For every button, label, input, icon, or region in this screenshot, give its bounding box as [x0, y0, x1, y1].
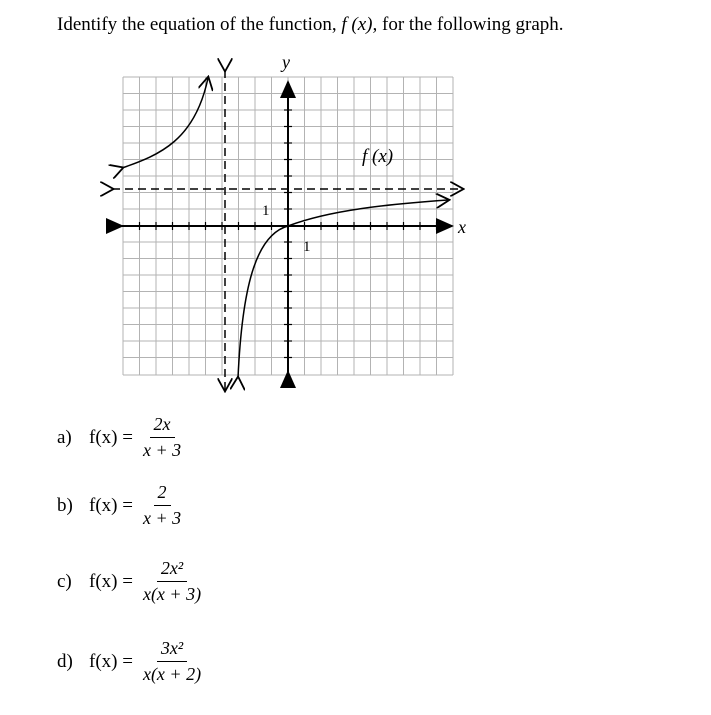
choice-c[interactable] [57, 558, 205, 605]
curve-label: f (x) [362, 146, 394, 167]
choice-a-letter: a) [57, 426, 72, 448]
choice-a-numerator: 2x [150, 414, 175, 438]
y-axis-label: y [282, 52, 290, 72]
choice-d[interactable] [57, 638, 205, 685]
choice-d-letter: d) [57, 650, 73, 672]
choice-a-lhs: f(x) = [89, 426, 133, 448]
question-suffix: for the following graph. [382, 14, 564, 35]
function-graph [100, 50, 480, 395]
choice-d-denominator: x(x + 2) [142, 664, 202, 684]
choice-d-fraction [139, 638, 205, 685]
choice-b-numerator: 2 [154, 482, 171, 506]
choice-d-numerator: 3x² [157, 638, 187, 662]
choice-c-fraction [139, 558, 205, 605]
question-function: f (x), [341, 14, 378, 35]
choice-b-fraction [139, 482, 185, 529]
curve-left-branch [122, 78, 208, 168]
x-tick-label: 1 [303, 239, 311, 255]
choice-b-letter: b) [57, 494, 73, 516]
choice-a-denominator: x + 3 [142, 440, 182, 460]
choice-b-denominator: x + 3 [142, 508, 182, 528]
question-prefix: Identify the equation of the function, [57, 14, 337, 35]
choice-c-letter: c) [57, 570, 72, 592]
choice-b-lhs: f(x) = [89, 494, 133, 516]
choice-d-lhs: f(x) = [89, 650, 133, 672]
x-axis-label: x [458, 217, 466, 237]
choice-a-fraction [139, 414, 185, 461]
choice-b[interactable] [57, 482, 185, 529]
choice-c-denominator: x(x + 3) [142, 584, 202, 604]
choice-c-lhs: f(x) = [89, 570, 133, 592]
choice-c-numerator: 2x² [157, 558, 187, 582]
question-text [57, 14, 564, 36]
y-tick-label: 1 [262, 203, 270, 219]
choice-a[interactable] [57, 414, 185, 461]
